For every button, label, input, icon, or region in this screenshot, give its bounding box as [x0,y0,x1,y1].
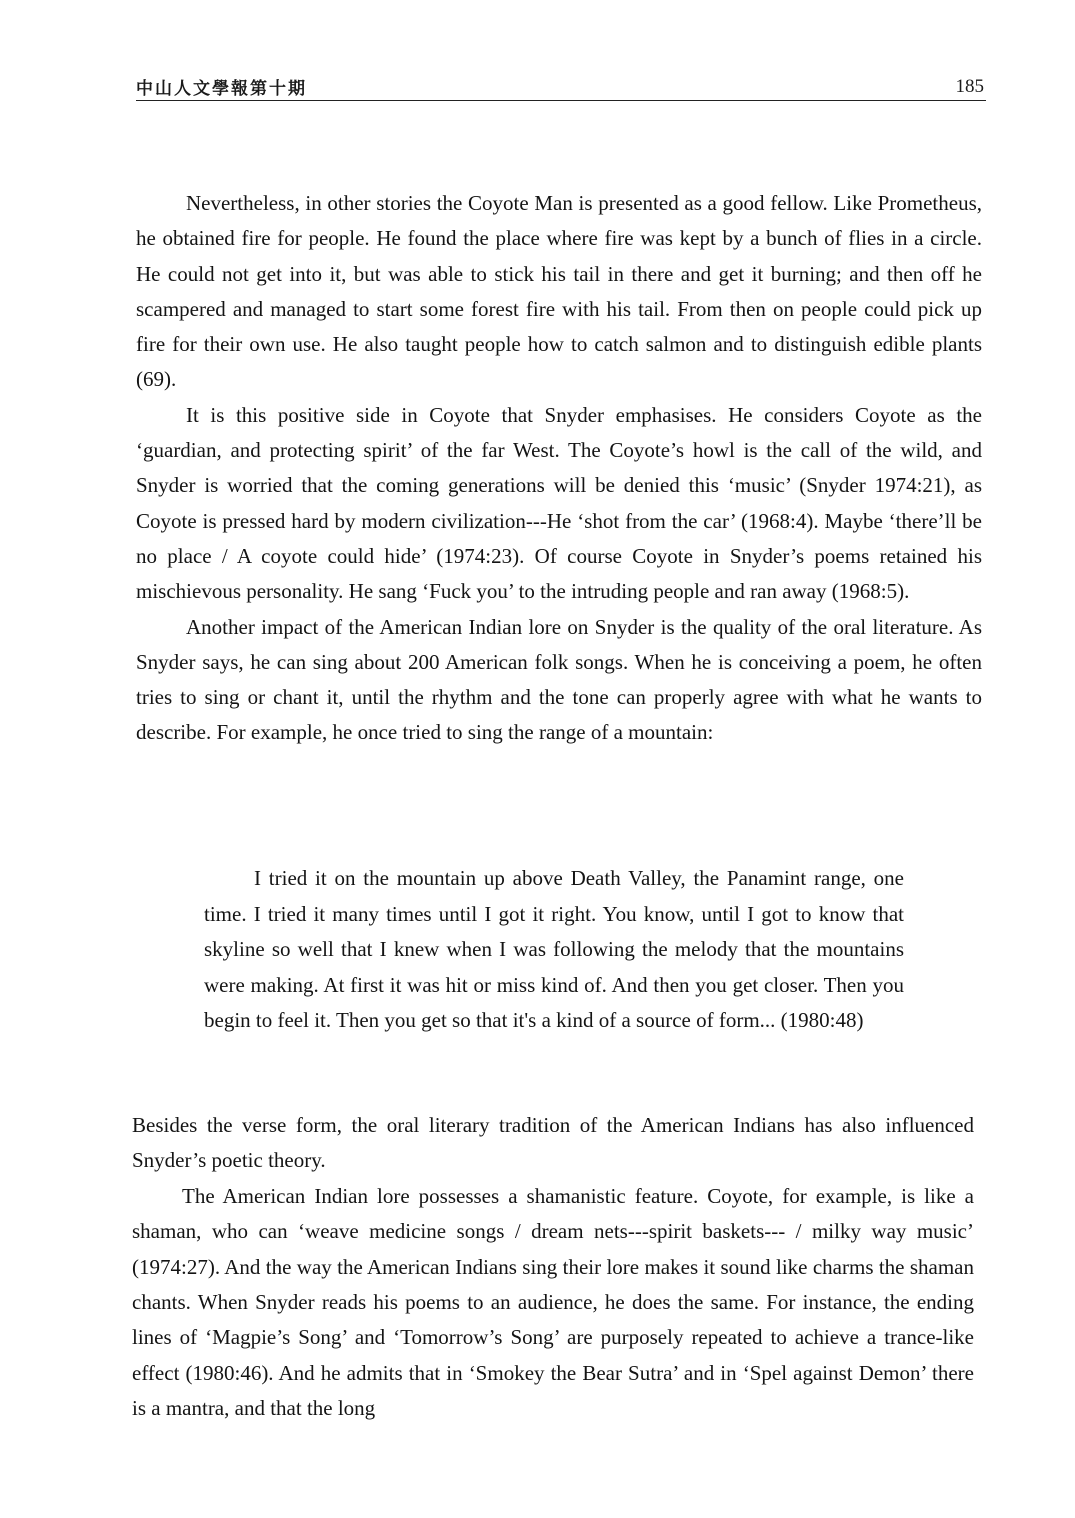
body-text-lower [132,1108,974,1427]
body-text-upper [136,186,982,751]
page-header [136,72,986,101]
page-number: 185 [955,76,984,97]
paragraph-coyote-fire: Nevertheless, in other stories the Coyote Man is presented as a good fellow. Like Prometheus, he obtained fire for people. He found the place where fire was kept by a bunch of flies in a circle. He could not get into it, but was able to stick his tail in there and get it burning; and then off he scampered and managed to start some forest fire with his tail. From then on people could pick up fire for their own use. He also taught people how to catch salmon and to distinguish edible plants (69). [136,191,982,392]
paragraph-verse-form: Besides the verse form, the oral literary tradition of the American Indians has also influenced Snyder’s poetic theory. [132,1113,974,1173]
paragraph-shamanistic: The American Indian lore possesses a shamanistic feature. Coyote, for example, is like a shaman, who can ‘weave medicine songs / dream nets---spirit baskets--- / milky way music’ (1974:27). And the way the American Indians sing their lore makes it sound like charms the shaman chants. When Snyder reads his poems to an audience, he does the same. For instance, the ending lines of ‘Magpie’s Song’ and ‘Tomorrow’s Song’ are purposely repeated to achieve a trance-like effect (1980:46). And he admits that in ‘Smokey the Bear Sutra’ and in ‘Spel against Demon’ there is a mantra, and that the long [132,1183,974,1421]
block-quote: I tried it on the mountain up above Death Valley, the Panamint range, one time. I tried it many times until I got it right. You know, until I got to know that skyline so well that I knew when I was following the melody that the mountains were making. At first it was hit or miss kind of. And then you get closer. Then you begin to feel it. Then you get so that it's a kind of a source of form... (1980:48) [204,866,904,1033]
paragraph-positive-side: It is this positive side in Coyote that Snyder emphasises. He considers Coyote as the ‘guardian, and protecting spirit’ of the far West. The Coyote’s howl is the call of the wild, and Snyder is worried that the coming generations will be denied this ‘music’ (Snyder 1974:21), as Coyote is pressed hard by modern civilization---He ‘shot from the car’ (1968:4). Maybe ‘there’ll be no place / A coyote could hide’ (1974:23). Of course Coyote in Snyder’s poems retained his mischievous personality. He sang ‘Fuck you’ to the intruding people and ran away (1968:5). [136,402,982,604]
paragraph-oral-literature: Another impact of the American Indian lore on Snyder is the quality of the oral literature. As Snyder says, he can sing about 200 American folk songs. When he is conceiving a poem, he often tries to sing or chant it, until the rhythm and the tone can properly agree with what he wants to describe. For example, he once tried to sing the range of a mountain: [136,614,982,745]
journal-title: 中山人文學報第十期 [136,79,307,99]
